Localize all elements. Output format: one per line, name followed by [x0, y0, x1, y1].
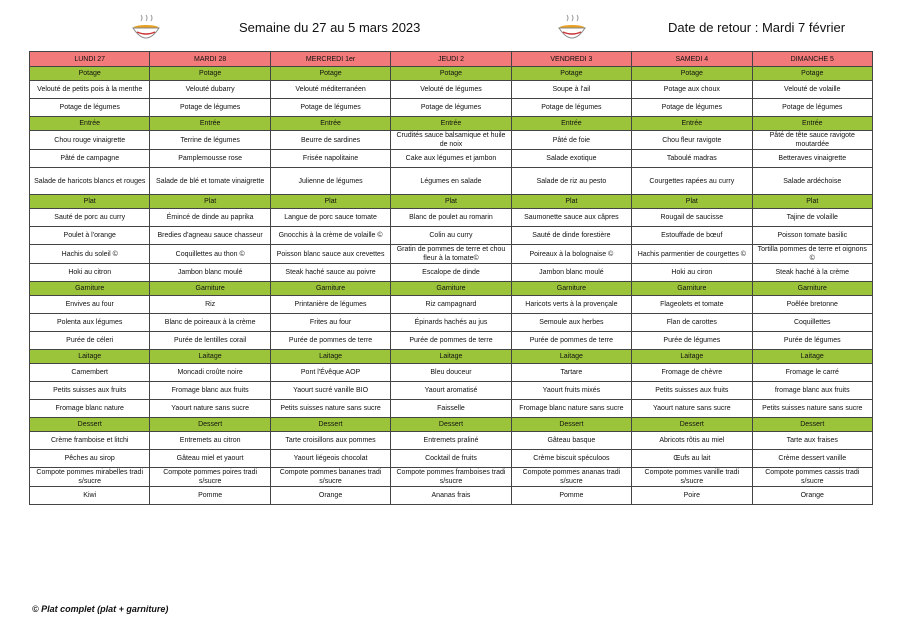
return-date: Date de retour : Mardi 7 février — [668, 20, 846, 35]
menu-item: Fromage le carré — [752, 364, 872, 382]
section-header-garniture: Garniture — [270, 282, 390, 296]
menu-item: Jambon blanc moulé — [511, 264, 631, 282]
menu-item: Poisson tomate basilic — [752, 227, 872, 245]
menu-item: Envives au four — [30, 296, 150, 314]
menu-item: Épinards hachés au jus — [391, 314, 511, 332]
menu-row — [30, 81, 873, 99]
menu-item: Salade de haricots blancs et rouges — [30, 168, 150, 195]
menu-row — [30, 450, 873, 468]
menu-item: Julienne de légumes — [270, 168, 390, 195]
menu-item: Petits suisses nature sans sucre — [752, 400, 872, 418]
menu-item: Velouté méditerranéen — [270, 81, 390, 99]
menu-item: Escalope de dinde — [391, 264, 511, 282]
menu-item: Salade ardéchoise — [752, 168, 872, 195]
menu-item: Riz — [150, 296, 270, 314]
section-header-row — [30, 350, 873, 364]
menu-item: Tartare — [511, 364, 631, 382]
menu-item: Œufs au lait — [632, 450, 752, 468]
section-header-plat: Plat — [391, 195, 511, 209]
section-header-laitage: Laitage — [752, 350, 872, 364]
menu-item: Gnocchis à la crème de volaille © — [270, 227, 390, 245]
menu-item: Crème dessert vanille — [752, 450, 872, 468]
menu-item: Ananas frais — [391, 487, 511, 505]
section-header-row — [30, 117, 873, 131]
menu-item: Camembert — [30, 364, 150, 382]
section-header-laitage: Laitage — [391, 350, 511, 364]
menu-item: Terrine de légumes — [150, 131, 270, 150]
menu-item: Sauté de dinde forestière — [511, 227, 631, 245]
menu-item: Compote pommes bananes tradi s/sucre — [270, 468, 390, 487]
menu-item: Hachis du soleil © — [30, 245, 150, 264]
menu-item: Compote pommes framboises tradi s/sucre — [391, 468, 511, 487]
menu-body — [30, 67, 873, 505]
page-header — [0, 0, 898, 50]
menu-item: Pâté de campagne — [30, 150, 150, 168]
soup-bowl-icon — [555, 12, 589, 46]
menu-item: Printanière de légumes — [270, 296, 390, 314]
menu-item: Purée de légumes — [752, 332, 872, 350]
menu-row — [30, 296, 873, 314]
day-header: MARDI 28 — [150, 52, 270, 67]
menu-item: Gratin de pommes de terre et chou fleur à la tomate© — [391, 245, 511, 264]
section-header-garniture: Garniture — [30, 282, 150, 296]
section-header-entrée: Entrée — [150, 117, 270, 131]
menu-item: Petits suisses nature sans sucre — [270, 400, 390, 418]
day-header: DIMANCHE 5 — [752, 52, 872, 67]
menu-item: Potage de légumes — [632, 99, 752, 117]
menu-item: Potage de légumes — [270, 99, 390, 117]
menu-row — [30, 364, 873, 382]
menu-item: Compote pommes poires tradi s/sucre — [150, 468, 270, 487]
menu-item: Compote pommes vanille tradi s/sucre — [632, 468, 752, 487]
menu-item: Potage de légumes — [391, 99, 511, 117]
section-header-entrée: Entrée — [270, 117, 390, 131]
section-header-potage: Potage — [632, 67, 752, 81]
menu-item: Frisée napolitaine — [270, 150, 390, 168]
menu-item: fromage blanc aux fruits — [752, 382, 872, 400]
section-header-row — [30, 195, 873, 209]
section-header-garniture: Garniture — [511, 282, 631, 296]
menu-item: Saumonette sauce aux câpres — [511, 209, 631, 227]
menu-item: Jambon blanc moulé — [150, 264, 270, 282]
day-header: SAMEDI 4 — [632, 52, 752, 67]
menu-item: Cake aux légumes et jambon — [391, 150, 511, 168]
menu-item: Bredies d'agneau sauce chasseur — [150, 227, 270, 245]
menu-row — [30, 400, 873, 418]
section-header-dessert: Dessert — [270, 418, 390, 432]
menu-item: Tajine de volaille — [752, 209, 872, 227]
menu-item: Rougail de saucisse — [632, 209, 752, 227]
day-header: LUNDI 27 — [30, 52, 150, 67]
menu-item: Betteraves vinaigrette — [752, 150, 872, 168]
section-header-plat: Plat — [30, 195, 150, 209]
menu-item: Crème framboise et litchi — [30, 432, 150, 450]
menu-item: Fromage de chèvre — [632, 364, 752, 382]
menu-item: Pêches au sirop — [30, 450, 150, 468]
menu-item: Fromage blanc nature sans sucre — [511, 400, 631, 418]
menu-row — [30, 99, 873, 117]
menu-item: Entremets praliné — [391, 432, 511, 450]
menu-item: Gâteau miel et yaourt — [150, 450, 270, 468]
menu-row — [30, 468, 873, 487]
menu-row — [30, 131, 873, 150]
menu-item: Purée de céleri — [30, 332, 150, 350]
menu-item: Blanc de poireaux à la crème — [150, 314, 270, 332]
menu-item: Fromage blanc nature — [30, 400, 150, 418]
section-header-dessert: Dessert — [752, 418, 872, 432]
section-header-plat: Plat — [752, 195, 872, 209]
menu-row — [30, 209, 873, 227]
menu-item: Crème biscuit spéculoos — [511, 450, 631, 468]
section-header-entrée: Entrée — [391, 117, 511, 131]
menu-item: Steak haché à la crème — [752, 264, 872, 282]
section-header-garniture: Garniture — [632, 282, 752, 296]
menu-item: Compote pommes cassis tradi s/sucre — [752, 468, 872, 487]
menu-item: Beurre de sardines — [270, 131, 390, 150]
menu-item: Potage de légumes — [150, 99, 270, 117]
menu-item: Blanc de poulet au romarin — [391, 209, 511, 227]
menu-item: Chou rouge vinaigrette — [30, 131, 150, 150]
menu-item: Bleu douceur — [391, 364, 511, 382]
section-header-plat: Plat — [150, 195, 270, 209]
menu-item: Petits suisses aux fruits — [30, 382, 150, 400]
menu-item: Colin au curry — [391, 227, 511, 245]
menu-item: Cocktail de fruits — [391, 450, 511, 468]
menu-item: Moncadi croûte noire — [150, 364, 270, 382]
menu-item: Purée de pommes de terre — [511, 332, 631, 350]
day-header: MERCREDI 1er — [270, 52, 390, 67]
menu-item: Velouté dubarry — [150, 81, 270, 99]
menu-item: Pâté de foie — [511, 131, 631, 150]
menu-item: Purée de lentilles corail — [150, 332, 270, 350]
menu-item: Poêlée bretonne — [752, 296, 872, 314]
menu-row — [30, 168, 873, 195]
menu-item: Potage de légumes — [511, 99, 631, 117]
menu-item: Velouté de légumes — [391, 81, 511, 99]
section-header-potage: Potage — [511, 67, 631, 81]
menu-item: Pamplemousse rose — [150, 150, 270, 168]
menu-item: Poisson blanc sauce aux crevettes — [270, 245, 390, 264]
section-header-plat: Plat — [270, 195, 390, 209]
section-header-laitage: Laitage — [511, 350, 631, 364]
section-header-laitage: Laitage — [632, 350, 752, 364]
menu-item: Estouffade de bœuf — [632, 227, 752, 245]
section-header-garniture: Garniture — [391, 282, 511, 296]
menu-item: Abricots rôtis au miel — [632, 432, 752, 450]
menu-row — [30, 264, 873, 282]
menu-item: Compote pommes ananas tradi s/sucre — [511, 468, 631, 487]
menu-item: Yaourt aromatisé — [391, 382, 511, 400]
menu-row — [30, 245, 873, 264]
menu-row — [30, 487, 873, 505]
menu-item: Coquillettes au thon © — [150, 245, 270, 264]
menu-item: Hoki au ciron — [632, 264, 752, 282]
menu-item: Steak haché sauce au poivre — [270, 264, 390, 282]
menu-item: Poire — [632, 487, 752, 505]
section-header-entrée: Entrée — [30, 117, 150, 131]
menu-item: Faisselle — [391, 400, 511, 418]
menu-item: Salade exotique — [511, 150, 631, 168]
menu-item: Pomme — [150, 487, 270, 505]
menu-item: Kiwi — [30, 487, 150, 505]
menu-item: Potage de légumes — [30, 99, 150, 117]
menu-item: Potage de légumes — [752, 99, 872, 117]
section-header-entrée: Entrée — [632, 117, 752, 131]
menu-item: Purée de pommes de terre — [270, 332, 390, 350]
menu-item: Tarte croisillons aux pommes — [270, 432, 390, 450]
section-header-row — [30, 67, 873, 81]
section-header-dessert: Dessert — [30, 418, 150, 432]
section-header-laitage: Laitage — [270, 350, 390, 364]
section-header-potage: Potage — [391, 67, 511, 81]
menu-item: Flan de carottes — [632, 314, 752, 332]
menu-item: Salade de riz au pesto — [511, 168, 631, 195]
menu-row — [30, 332, 873, 350]
section-header-row — [30, 418, 873, 432]
menu-item: Yaourt nature sans sucre — [632, 400, 752, 418]
menu-item: Pont l'Évêque AOP — [270, 364, 390, 382]
menu-item: Sauté de porc au curry — [30, 209, 150, 227]
weekly-menu-table — [29, 51, 873, 505]
menu-item: Polenta aux légumes — [30, 314, 150, 332]
section-header-plat: Plat — [511, 195, 631, 209]
menu-item: Langue de porc sauce tomate — [270, 209, 390, 227]
section-header-garniture: Garniture — [752, 282, 872, 296]
day-header: JEUDI 2 — [391, 52, 511, 67]
menu-row — [30, 227, 873, 245]
menu-item: Poulet à l'orange — [30, 227, 150, 245]
menu-row — [30, 150, 873, 168]
menu-item: Yaourt sucré vanille BIO — [270, 382, 390, 400]
menu-item: Petits suisses aux fruits — [632, 382, 752, 400]
menu-item: Courgettes rapées au curry — [632, 168, 752, 195]
section-header-dessert: Dessert — [391, 418, 511, 432]
menu-item: Purée de pommes de terre — [391, 332, 511, 350]
menu-item: Légumes en salade — [391, 168, 511, 195]
page-title: Semaine du 27 au 5 mars 2023 — [239, 20, 421, 35]
section-header-entrée: Entrée — [511, 117, 631, 131]
section-header-laitage: Laitage — [30, 350, 150, 364]
menu-item: Fromage blanc aux fruits — [150, 382, 270, 400]
section-header-potage: Potage — [270, 67, 390, 81]
menu-row — [30, 314, 873, 332]
menu-item: Poireaux à la bolognaise © — [511, 245, 631, 264]
section-header-row — [30, 282, 873, 296]
menu-item: Entremets au citron — [150, 432, 270, 450]
section-header-potage: Potage — [752, 67, 872, 81]
menu-item: Salade de blé et tomate vinaigrette — [150, 168, 270, 195]
section-header-potage: Potage — [150, 67, 270, 81]
day-header-row — [30, 52, 873, 67]
day-header: VENDREDI 3 — [511, 52, 631, 67]
section-header-dessert: Dessert — [150, 418, 270, 432]
menu-item: Purée de légumes — [632, 332, 752, 350]
menu-item: Potage aux choux — [632, 81, 752, 99]
menu-item: Frites au four — [270, 314, 390, 332]
section-header-entrée: Entrée — [752, 117, 872, 131]
menu-item: Compote pommes mirabelles tradi s/sucre — [30, 468, 150, 487]
menu-item: Chou fleur ravigote — [632, 131, 752, 150]
section-header-dessert: Dessert — [632, 418, 752, 432]
menu-item: Taboulé madras — [632, 150, 752, 168]
menu-item: Orange — [270, 487, 390, 505]
section-header-garniture: Garniture — [150, 282, 270, 296]
footnote: © Plat complet (plat + garniture) — [32, 604, 169, 614]
menu-item: Flageolets et tomate — [632, 296, 752, 314]
menu-item: Tortilla pommes de terre et oignons © — [752, 245, 872, 264]
section-header-laitage: Laitage — [150, 350, 270, 364]
menu-item: Hoki au citron — [30, 264, 150, 282]
menu-item: Orange — [752, 487, 872, 505]
menu-item: Crudités sauce balsamique et huile de noix — [391, 131, 511, 150]
menu-item: Haricots verts à la provençale — [511, 296, 631, 314]
menu-item: Pomme — [511, 487, 631, 505]
menu-item: Hachis parmentier de courgettes © — [632, 245, 752, 264]
section-header-potage: Potage — [30, 67, 150, 81]
menu-item: Émincé de dinde au paprika — [150, 209, 270, 227]
menu-item: Pâté de tête sauce ravigote moutardée — [752, 131, 872, 150]
menu-item: Riz campagnard — [391, 296, 511, 314]
menu-item: Tarte aux fraises — [752, 432, 872, 450]
menu-item: Soupe à l'ail — [511, 81, 631, 99]
section-header-plat: Plat — [632, 195, 752, 209]
menu-item: Velouté de petits pois à la menthe — [30, 81, 150, 99]
menu-item: Velouté de volaille — [752, 81, 872, 99]
menu-item: Yaourt nature sans sucre — [150, 400, 270, 418]
menu-item: Yaourt fruits mixés — [511, 382, 631, 400]
menu-item: Coquillettes — [752, 314, 872, 332]
soup-bowl-icon — [129, 12, 163, 46]
menu-item: Semoule aux herbes — [511, 314, 631, 332]
section-header-dessert: Dessert — [511, 418, 631, 432]
menu-row — [30, 432, 873, 450]
menu-row — [30, 382, 873, 400]
menu-item: Gâteau basque — [511, 432, 631, 450]
menu-item: Yaourt liégeois chocolat — [270, 450, 390, 468]
